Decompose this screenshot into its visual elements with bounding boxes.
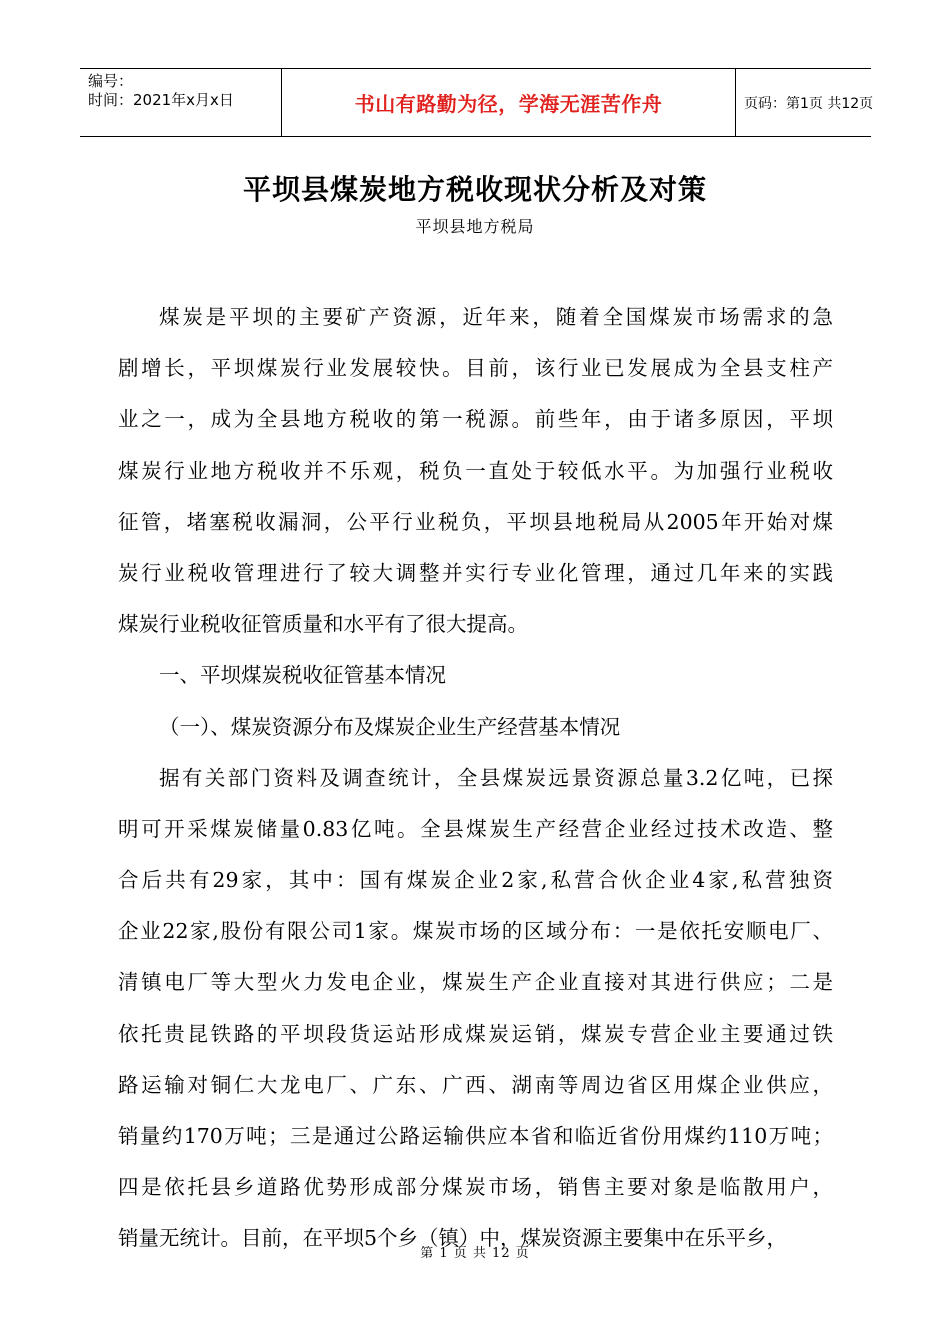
text-line: 企业22家,股份有限公司1家。煤炭市场的区域分布：一是依托安顺电厂、 — [118, 919, 833, 944]
document-title: 平坝县煤炭地方税收现状分析及对策 — [242, 173, 707, 206]
document-header — [80, 68, 874, 137]
text-line: 征管，堵塞税收漏洞，公平行业税负，平坝县地税局从2005年开始对煤 — [118, 509, 833, 534]
document-author: 平坝县地方税局 — [415, 217, 535, 236]
text-line: 依托贵昆铁路的平坝段货运站形成煤炭运销，煤炭专营企业主要通过铁 — [118, 1021, 833, 1046]
text-line: 路运输对铜仁大龙电厂、广东、广西、湖南等周边省区用煤企业供应， — [118, 1072, 833, 1097]
text-line: 业之一，成为全县地方税收的第一税源。前些年，由于诸多原因，平坝 — [118, 407, 833, 432]
text-line: 剧增长，平坝煤炭行业发展较快。目前，该行业已发展成为全县支柱产 — [118, 356, 833, 381]
text-line: 销量约170万吨；三是通过公路运输供应本省和临近省份用煤约110万吨； — [118, 1124, 833, 1148]
text-line: 销量无统计。目前，在平坝5个乡（镇）中，煤炭资源主要集中在乐平乡， — [118, 1226, 788, 1251]
text-line: （一）、煤炭资源分布及煤炭企业生产经营基本情况 — [159, 714, 621, 739]
doc-time: 时间：2021年x月x日 — [88, 91, 234, 109]
text-line: 一、平坝煤炭税收征管基本情况 — [159, 663, 446, 688]
text-line: 清镇电厂等大型火力发电企业，煤炭生产企业直接对其进行供应；二是 — [118, 970, 833, 995]
text-line: 煤炭行业税收征管质量和水平有了很大提高。 — [118, 612, 528, 637]
doc-number: 编号： — [88, 72, 134, 90]
page-footer: 第 1 页 共 12 页 — [420, 1246, 530, 1261]
document-body — [118, 292, 833, 1265]
header-page-cell — [736, 69, 874, 136]
motto: 书山有路勤为径，学海无涯苦作舟 — [354, 92, 663, 116]
text-line: 煤炭是平坝的主要矿产资源，近年来，随着全国煤炭市场需求的急 — [159, 305, 833, 329]
text-line: 炭行业税收管理进行了较大调整并实行专业化管理，通过几年来的实践 — [118, 560, 833, 585]
text-line: 明可开采煤炭储量0.83亿吨。全县煤炭生产经营企业经过技术改造、整 — [118, 816, 833, 841]
text-line: 合后共有29家，其中：国有煤炭企业2家,私营合伙企业4家,私营独资 — [118, 868, 833, 893]
text-line: 煤炭行业地方税收并不乐观，税负一直处于较低水平。为加强行业税收 — [118, 458, 833, 483]
text-line: 四是依托县乡道路优势形成部分煤炭市场，销售主要对象是临散用户， — [118, 1175, 833, 1200]
page-info: 页码：第1页 共12页 — [744, 95, 874, 112]
text-line: 据有关部门资料及调查统计，全县煤炭远景资源总量3.2亿吨，已探 — [159, 765, 833, 790]
header-meta-cell — [80, 69, 281, 136]
header-motto-cell — [281, 69, 736, 136]
